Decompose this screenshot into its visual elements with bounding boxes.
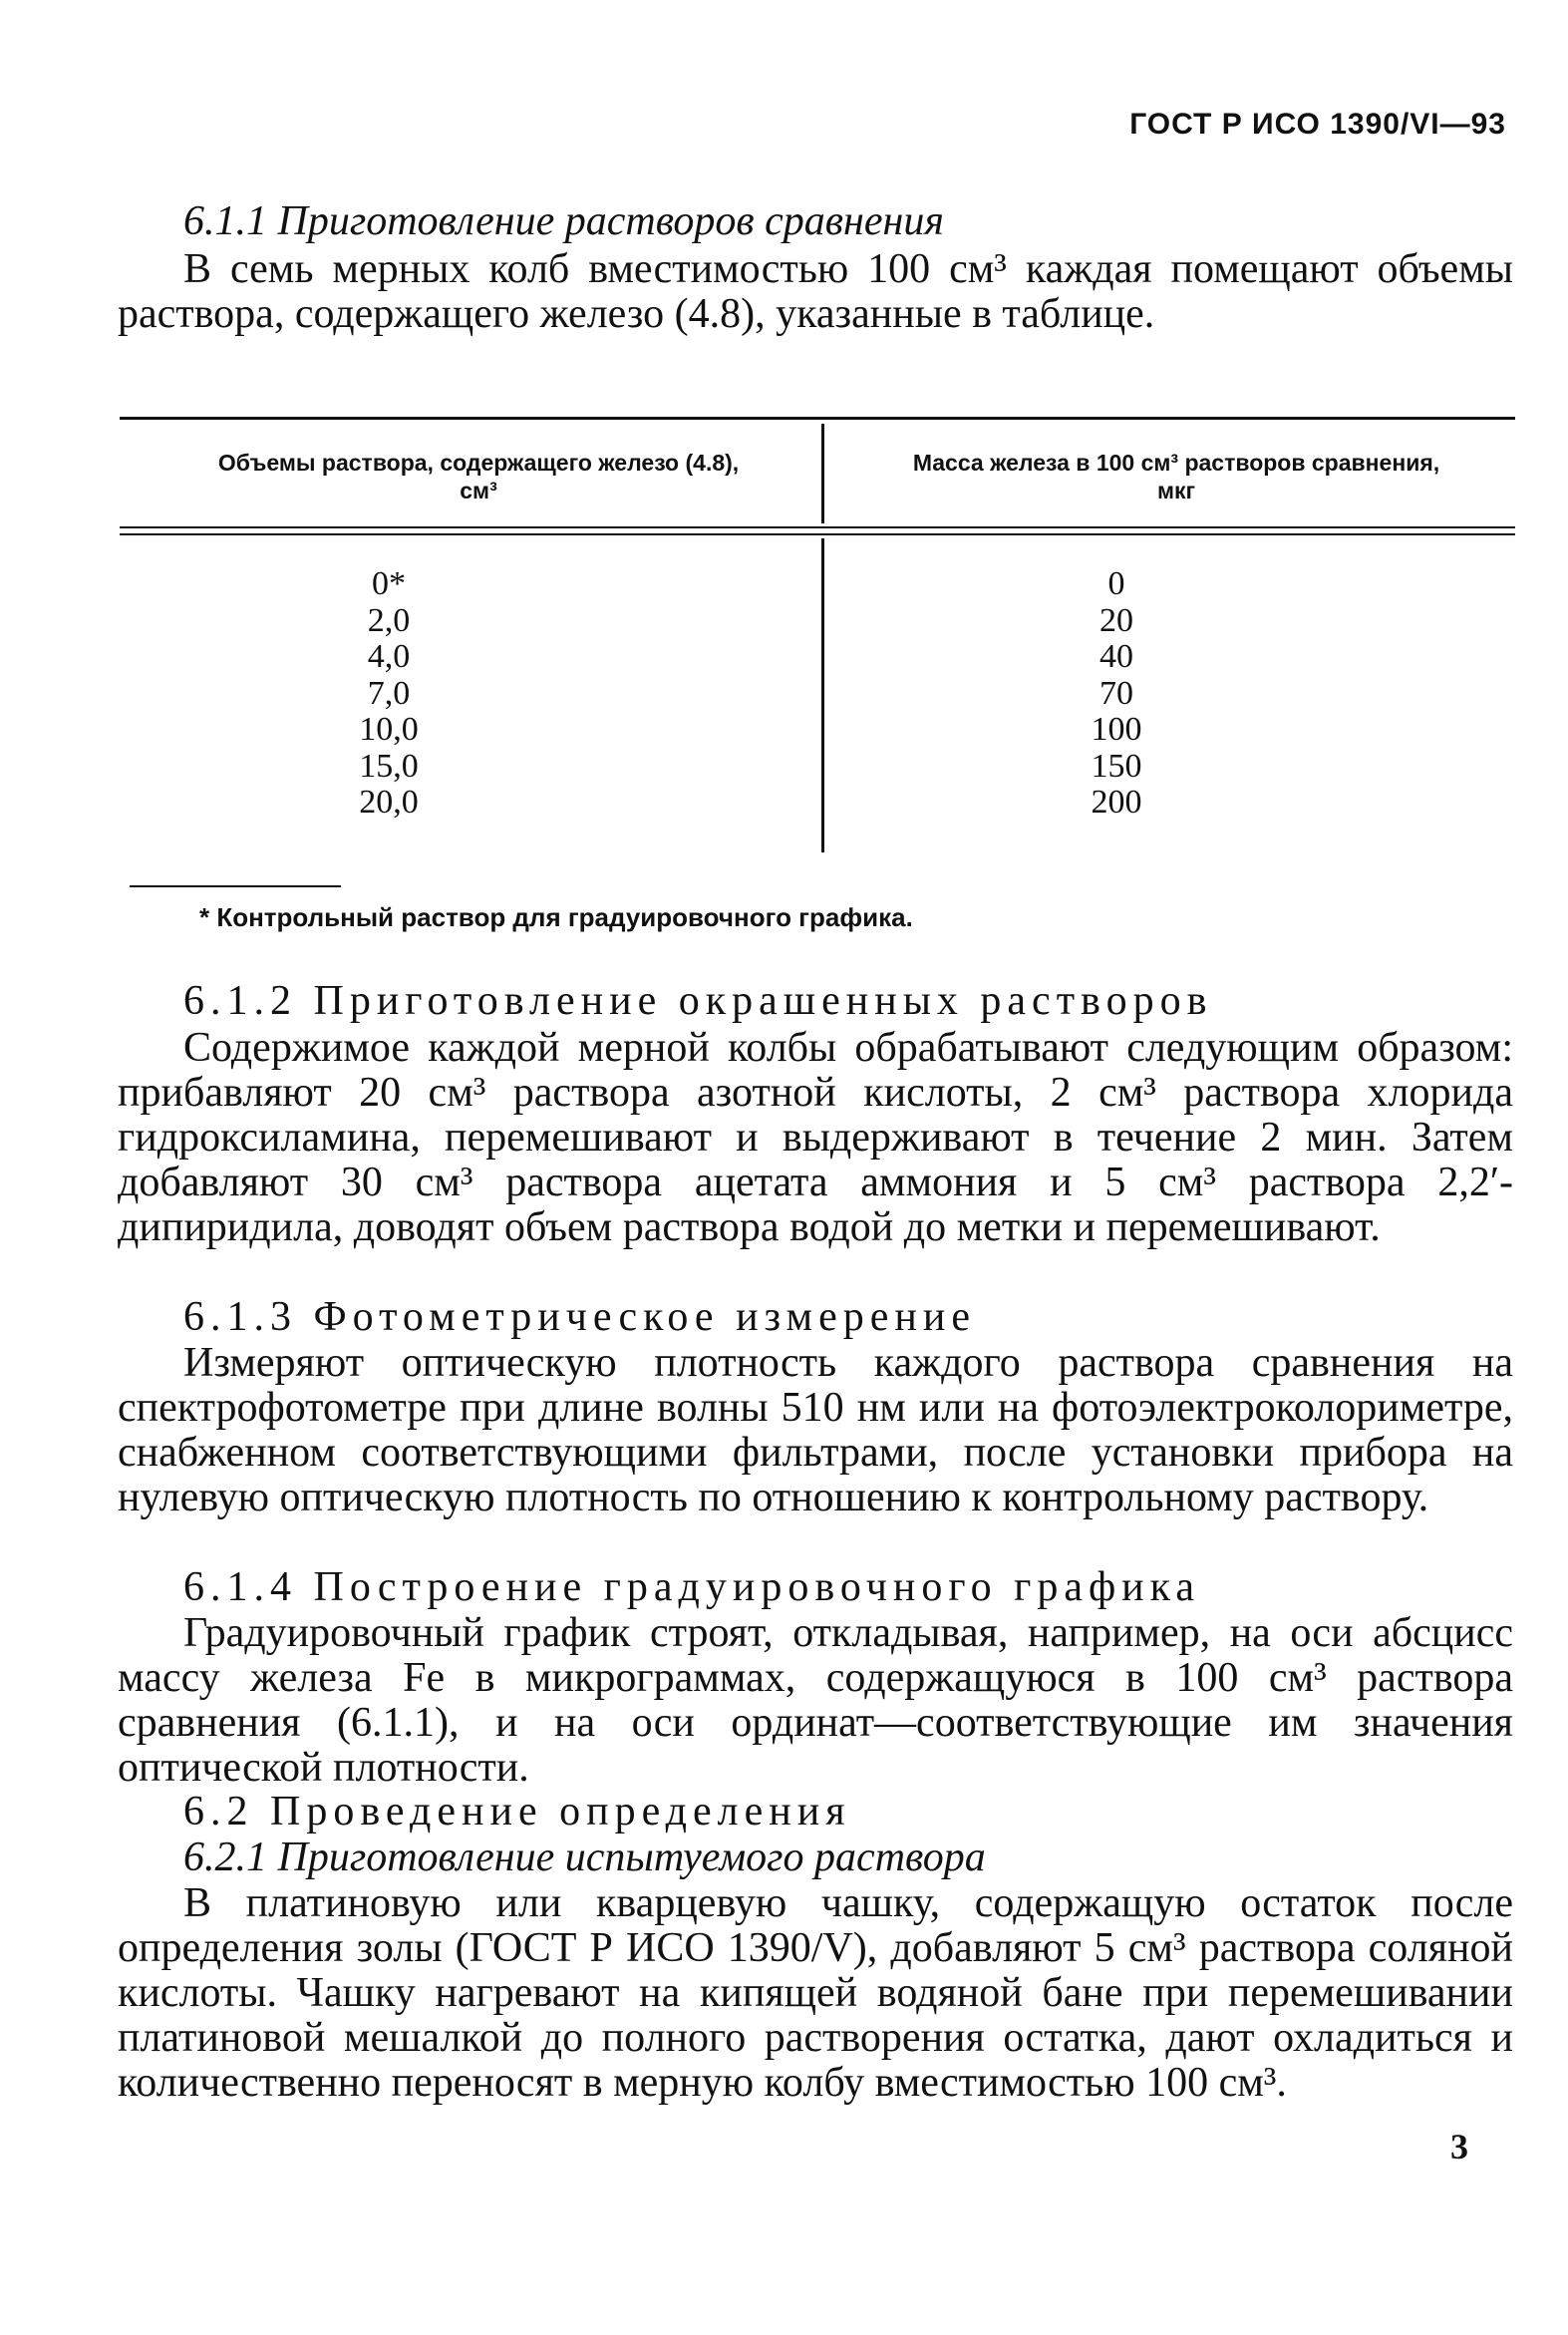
section-6-1-3-text: Измеряют оптическую плотность каждого раствора сравнения на спектрофотометре при длине волны 510 нм или на фотоэлектроколориметре, снабженном соответствующими фильтрами, после установки прибора на нулевую оптическую плотность по отношению к контрольному раствору. — [118, 1340, 1513, 1520]
table-cell: 10,0 — [359, 711, 419, 748]
section-6-1-4-text: Градуировочный график строят, откладывая, например, на оси абсцисс массу железа Fe в микрограммах, содержащуюся в 100 см³ раствора сравнения (6.1.1), и на оси ординат—соответствующие им значения оптической плотности. — [118, 1610, 1513, 1791]
table-col1-values — [299, 566, 478, 822]
table-cell: 0 — [1107, 565, 1125, 602]
table-header-rule-2 — [120, 533, 1515, 535]
section-6-1-1-title: 6.1.1 Приготовление растворов сравнения — [183, 198, 944, 244]
table-cell: 2,0 — [367, 601, 411, 639]
table-cell: 20,0 — [359, 784, 419, 821]
table-body-divider — [821, 538, 824, 852]
section-6-2-1-title: 6.2.1 Приготовление испытуемого раствора — [183, 1835, 986, 1880]
section-6-1-1-text: В семь мерных колб вместимостью 100 см³ каждая помещают объемы раствора, содержащего железо (4.8), указанные в таблице. — [118, 246, 1513, 337]
section-6-2-title: 6.2 Проведение определения — [183, 1789, 851, 1835]
section-6-1-3-title: 6.1.3 Фотометрическое измерение — [183, 1294, 976, 1340]
footnote-rule — [130, 885, 341, 887]
table-header-rule-1 — [120, 526, 1515, 528]
table-footnote: * Контрольный раствор для градуировочного графика. — [199, 902, 913, 932]
table-cell: 7,0 — [367, 674, 411, 712]
section-6-2-1-text: В платиновую или кварцевую чашку, содержащую остаток после определения золы (ГОСТ Р ИСО 1390/V), добавляют 5 см³ раствора соляной кислоты. Чашку нагревают на кипящей водяной бане при перемешивании платиновой мешалкой до полного растворения остатка, дают охладиться и количественно переносят в мерную колбу вместимостью 100 см³. — [118, 1880, 1513, 2106]
section-6-1-4-title: 6.1.4 Построение градуировочного графика — [183, 1564, 1201, 1610]
table-cell: 20 — [1099, 601, 1133, 639]
page-number: 3 — [1450, 2127, 1468, 2167]
table-cell: 15,0 — [359, 747, 419, 785]
table-cell: 150 — [1091, 747, 1142, 785]
table-col2-header: Масса железа в 100 см³ растворов сравнения, мкг — [912, 450, 1440, 503]
table-cell: 0* — [372, 565, 406, 602]
table-cell: 200 — [1091, 784, 1142, 821]
table-header-divider — [821, 424, 824, 523]
table-top-rule — [120, 417, 1515, 420]
table-col2-values — [1037, 566, 1196, 822]
section-6-1-2-text: Содержимое каждой мерной колбы обрабатывают следующим образом: прибавляют 20 см³ раствора азотной кислоты, 2 см³ раствора хлорида гидроксиламина, перемешивают и выдерживают в течение 2 мин. Затем добавляют 30 см³ раствора ацетата аммония и 5 см³ раствора 2,2′-дипиридила, доводят объем раствора водой до метки и перемешивают. — [118, 1025, 1513, 1250]
section-6-1-2-title: 6.1.2 Приготовление окрашенных растворов — [183, 978, 1213, 1024]
table-cell: 100 — [1091, 711, 1142, 748]
table-cell: 70 — [1099, 674, 1133, 712]
table-col1-header: Объемы раствора, содержащего железо (4.8), см³ — [217, 450, 740, 503]
running-header: ГОСТ Р ИСО 1390/VI—93 — [1129, 108, 1506, 141]
table-cell: 40 — [1099, 638, 1133, 675]
table-cell: 4,0 — [367, 638, 411, 675]
